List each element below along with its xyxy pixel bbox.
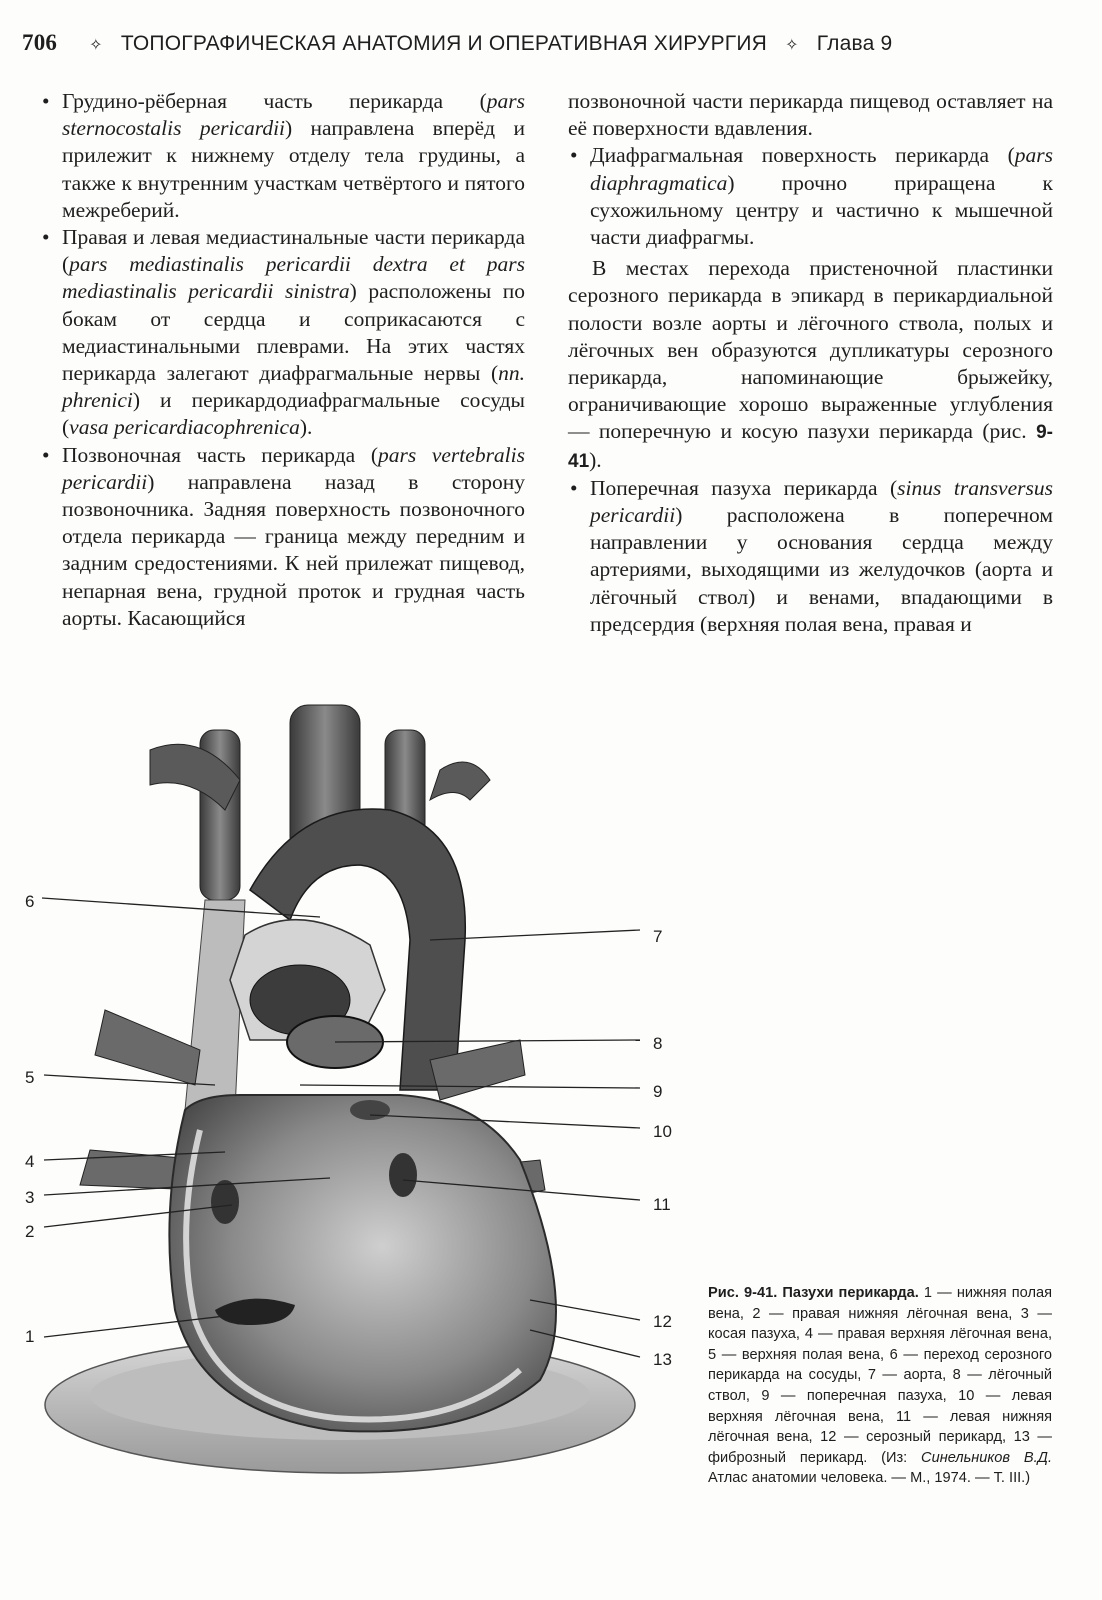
figure-label-12: 12	[653, 1312, 672, 1331]
figure-label-2: 2	[25, 1222, 35, 1241]
list-item: • Поперечная пазуха перикарда (sinus transversus pericardii) расположена в поперечном направлении у основания сердца между артериями, выходящими из желудочков (аорта и лёгочный ствол) и венами, впадающими в предсердия (верхняя полая вена, правая и	[568, 475, 1053, 638]
figure-label-6: 6	[25, 892, 35, 911]
figure-label-1: 1	[25, 1327, 35, 1346]
caption-text: 1 — нижняя полая вена, 2 — правая нижняя лёгочная вена, 3 — косая пазуха, 4 — правая верхняя лёгочная вена, 5 — верхняя полая вена, 6 — переход серозного перикарда на сосуды, 7 — аорта, 8 — лёгочный ствол, 9 — поперечная пазуха, 10 — левая верхняя лёгочная вена, 11 — левая нижняя лёгочная вена, 12 — серозный перикард, 13 — фиброзный перикард. (Из:	[708, 1285, 1052, 1466]
figure-label-10: 10	[653, 1122, 672, 1141]
list-item: • Диафрагмальная поверхность перикарда (pars diaphragmatica) прочно приращена к сухожильному центру и частично к мышечной части диафрагмы.	[568, 142, 1053, 251]
separator-icon: ✧	[785, 37, 799, 54]
list-item: • Грудино-рёберная часть перикарда (pars sternocostalis pericardii) направлена вперёд и прилежит к нижнему отделу тела грудины, а также к внутренним участкам четвёртого и пятого межреберий.	[40, 88, 525, 224]
figure-label-5: 5	[25, 1068, 35, 1087]
chapter-label: Глава 9	[816, 32, 893, 55]
figure-reference: 9-41	[568, 422, 1053, 472]
figure-caption	[708, 1283, 1052, 1489]
page-number: 706	[22, 30, 58, 55]
figure-label-3: 3	[25, 1188, 35, 1207]
figure-label-4: 4	[25, 1152, 35, 1171]
book-title: ТОПОГРАФИЧЕСКАЯ АНАТОМИЯ И ОПЕРАТИВНАЯ ХИРУРГИЯ	[120, 32, 768, 55]
paragraph: В местах перехода пристеночной пластинки серозного перикарда в эпикард в перикардиальной полости возле аорты и лёгочного ствола, полых и лёгочных вен образуются дупликатуры серозного перикарда, напоминающие брыжейку, ограничивающие хорошо выраженные углубления — поперечную и косую пазухи перикарда (рис. 9-41).	[568, 256, 1053, 472]
caption-title: Рис. 9-41. Пазухи перикарда.	[708, 1285, 919, 1301]
figure-label-8: 8	[653, 1034, 663, 1053]
figure-label-9: 9	[653, 1082, 663, 1101]
paragraph: позвоночной части перикарда пищевод оставляет на её поверхности вдавления.	[568, 89, 1053, 141]
running-header	[22, 30, 1082, 60]
figure-label-11: 11	[653, 1195, 671, 1214]
separator-icon: ✧	[89, 37, 103, 54]
figure-label-7: 7	[653, 927, 663, 946]
right-text-column	[568, 88, 1053, 638]
caption-author: Синельников В.Д.	[921, 1449, 1052, 1466]
caption-source: Атлас анатомии человека. — М., 1974. — Т. III.)	[708, 1470, 1031, 1487]
figure-label-13: 13	[653, 1350, 672, 1369]
heart-illustration	[0, 690, 720, 1480]
list-item: • Позвоночная часть перикарда (pars vertebralis pericardii) направлена назад в сторону позвоночника. Задняя поверхность позвоночного отдела перикарда — граница между передним и задним средостениями. К ней прилежат пищевод, непарная вена, грудной проток и грудная часть аорты. Касающийся	[40, 442, 525, 632]
heart-drawing	[0, 690, 720, 1480]
list-item: • Правая и левая медиастинальные части перикарда (pars mediastinalis pericardii dextra et pars mediastinalis pericardii sinistra) расположены по бокам от сердца и соприкасаются с медиастинальными плеврами. На этих частях перикарда залегают диафрагмальные нервы (nn. phrenici) и перикардодиафрагмальные сосуды (vasa pericardiacophrenica).	[40, 224, 525, 442]
left-text-column	[40, 88, 525, 632]
